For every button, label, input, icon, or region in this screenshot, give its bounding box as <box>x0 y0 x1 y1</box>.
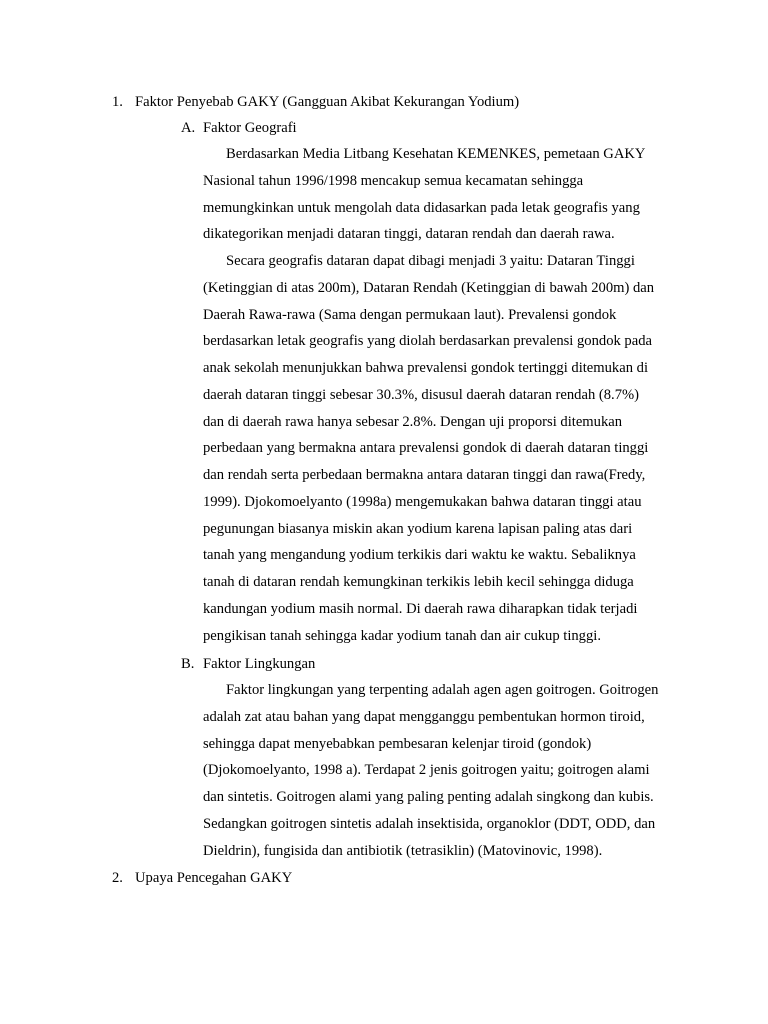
subsection-heading: Faktor Geografi <box>203 120 297 136</box>
paragraph-line: (Ketinggian di atas 200m), Dataran Rendah (Ketinggian di bawah 200m) dan <box>203 279 655 296</box>
paragraph-line: perbedaan yang bermakna antara prevalensi gondok di daerah dataran tinggi <box>203 440 649 457</box>
paragraph-line: Berdasarkan Media Litbang Kesehatan KEMENKES, pemetaan GAKY <box>226 146 646 162</box>
section-heading: Upaya Pencegahan GAKY <box>135 870 293 886</box>
list-number: 1. <box>112 94 123 110</box>
paragraph-line: Daerah Rawa-rawa (Sama dengan permukaan laut). Prevalensi gondok <box>203 306 617 323</box>
paragraph-line: daerah dataran tinggi sebesar 30.3%, disusul daerah dataran rendah (8.7%) <box>203 386 640 403</box>
list-number: 2. <box>112 870 123 886</box>
paragraph-line: dan di daerah rawa hanya sebesar 2.8%. Dengan uji proporsi ditemukan <box>203 413 623 430</box>
paragraph-line: Secara geografis dataran dapat dibagi menjadi 3 yaitu: Dataran Tinggi <box>226 253 635 269</box>
paragraph-line: tanah yang mengandung yodium terkikis dari waktu ke waktu. Sebaliknya <box>203 547 636 564</box>
paragraph-line: Faktor lingkungan yang terpenting adalah agen agen goitrogen. Goitrogen <box>226 682 659 698</box>
subsection-heading: Faktor Lingkungan <box>203 656 316 672</box>
paragraph-line: kandungan yodium masih normal. Di daerah rawa diharapkan tidak terjadi <box>203 600 638 617</box>
paragraph-line: pengikisan tanah sehingga kadar yodium tanah dan air cukup tinggi. <box>203 627 601 644</box>
paragraph-geografi-2 <box>203 248 683 649</box>
paragraph-line: berdasarkan letak geografis yang diolah berdasarkan prevalensi gondok pada <box>203 333 652 350</box>
paragraph-line: Nasional tahun 1996/1998 mencakup semua kecamatan sehingga <box>203 172 584 189</box>
sub-list-letter: A. <box>181 120 196 136</box>
paragraph-line: tanah di dataran rendah kemungkinan terkikis lebih kecil sehingga diduga <box>203 574 634 590</box>
paragraph-line: Sedangkan goitrogen sintetis adalah insektisida, organoklor (DDT, ODD, dan <box>203 815 656 832</box>
paragraph-line: Dieldrin), fungisida dan antibiotik (tetrasiklin) (Matovinovic, 1998). <box>203 842 603 859</box>
paragraph-line: (Djokomoelyanto, 1998 a). Terdapat 2 jenis goitrogen yaitu; goitrogen alami <box>203 762 650 779</box>
section-heading: Faktor Penyebab GAKY (Gangguan Akibat Kekurangan Yodium) <box>135 94 520 110</box>
sub-list-letter: B. <box>181 656 195 672</box>
paragraph-line: 1999). Djokomoelyanto (1998a) mengemukakan bahwa dataran tinggi atau <box>203 493 642 510</box>
paragraph-line: memungkinkan untuk mengolah data didasarkan pada letak geografis yang <box>203 199 640 216</box>
paragraph-geografi-1 <box>203 141 683 248</box>
paragraph-line: anak sekolah menunjukkan bahwa prevalensi gondok tertinggi ditemukan di <box>203 360 648 376</box>
paragraph-line: dikategorikan menjadi dataran tinggi, dataran rendah dan daerah rawa. <box>203 226 615 243</box>
paragraph-line: pegunungan biasanya miskin akan yodium karena lapisan paling atas dari <box>203 520 633 537</box>
paragraph-line: dan rendah serta perbedaan bermakna antara dataran tinggi dan rawa(Fredy, <box>203 467 646 483</box>
paragraph-line: dan sintetis. Goitrogen alami yang paling penting adalah singkong dan kubis. <box>203 789 654 805</box>
paragraph-lingkungan-1 <box>203 677 683 864</box>
paragraph-line: adalah zat atau bahan yang dapat mengganggu pembentukan hormon tiroid, <box>203 708 645 725</box>
paragraph-line: sehingga dapat menyebabkan pembesaran kelenjar tiroid (gondok) <box>203 735 592 752</box>
